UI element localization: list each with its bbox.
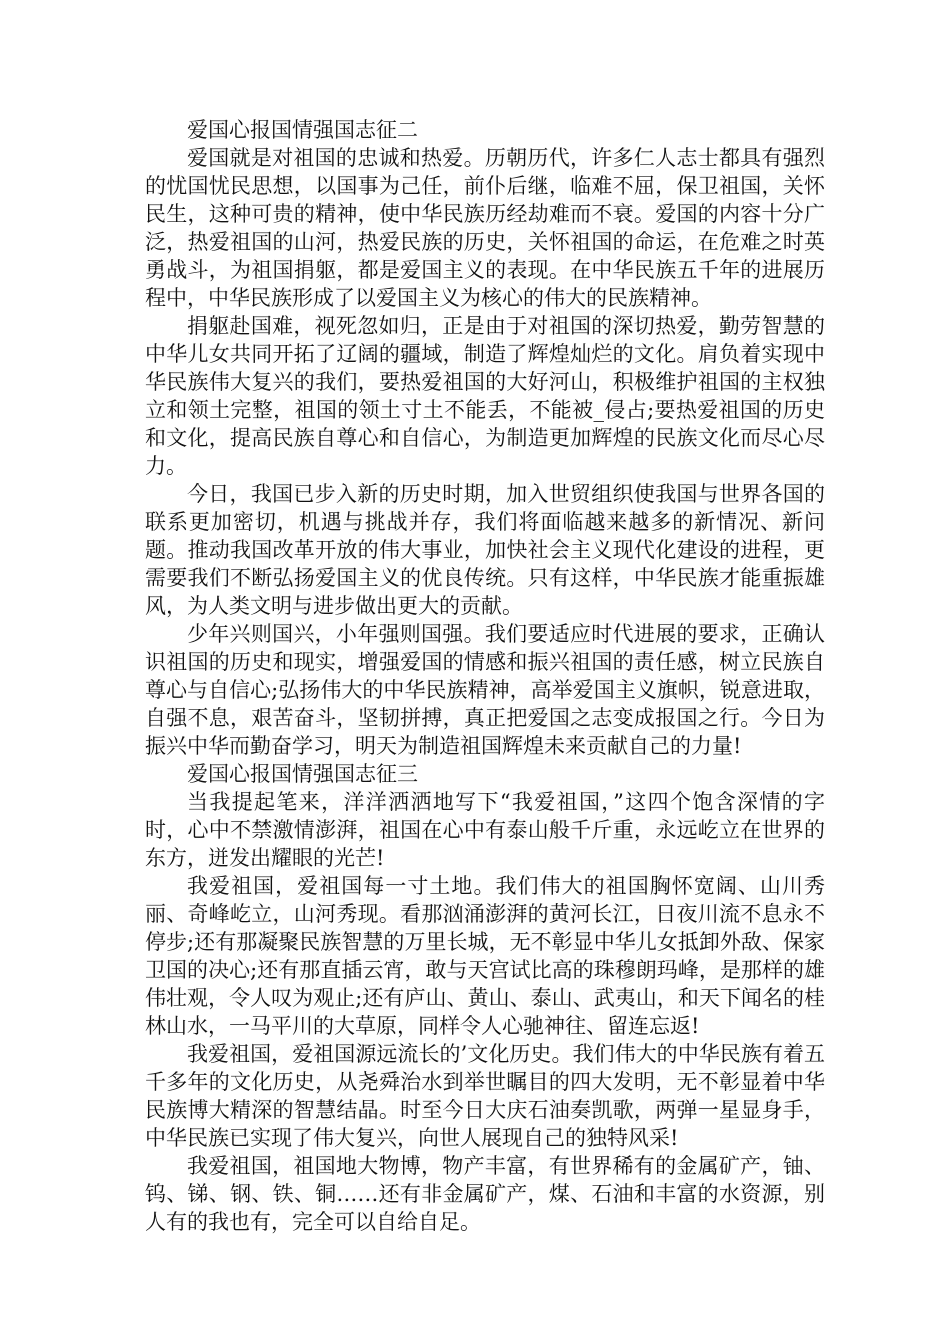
document-page bbox=[145, 116, 825, 1236]
body-paragraph: 我爱祖国，爱祖国源远流长的’文化历史。我们伟大的中华民族有着五千多年的文化历史，从尧舜治水到举世瞩目的四大发明，无不彰显着中华民族博大精深的智慧结晶。时至今日大庆石油奏凯歌，两弹一星显身手，中华民族已实现了伟大复兴，向世人展现自己的独特风采! bbox=[145, 1042, 825, 1150]
body-paragraph: 我爱祖国，爱祖国每一寸土地。我们伟大的祖国胸怀宽阔、山川秀丽、奇峰屹立，山河秀现。看那汹涌澎湃的黄河长江，日夜川流不息永不停步;还有那凝聚民族智慧的万里长城，无不彰显中华儿女抵卸外敌、保家卫国的决心;还有那直插云宵，敢与天宫试比高的珠穆朗玛峰，是那样的雄伟壮观，令人叹为观止;还有庐山、黄山、泰山、武夷山，和天下闻名的桂林山水，一马平川的大草原，同样令人心驰神往、留连忘返! bbox=[145, 874, 825, 1038]
section-heading-2: 爱国心报国情强国志征二 bbox=[187, 118, 418, 142]
section-heading-3: 爱国心报国情强国志征三 bbox=[187, 762, 418, 786]
body-paragraph: 我爱祖国，祖国地大物博，物产丰富，有世界稀有的金属矿产，铀、钨、锑、钢、铁、铜……还有非金属矿产，煤、石油和丰富的水资源，别人有的我也有，完全可以自给自足。 bbox=[145, 1154, 825, 1234]
body-paragraph: 爱国就是对祖国的忠诚和热爱。历朝历代，许多仁人志士都具有强烈的忧国忧民思想，以国事为己任，前仆后继，临难不屈，保卫祖国，关怀民生，这种可贵的精神，使中华民族历经劫难而不衰。爱国的内容十分广泛，热爱祖国的山河，热爱民族的历史，关怀祖国的命运，在危难之时英勇战斗，为祖国捐躯，都是爱国主义的表现。在中华民族五千年的进展历程中，中华民族形成了以爱国主义为核心的伟大的民族精神。 bbox=[145, 146, 825, 310]
body-paragraph: 捐躯赴国难，视死忽如归，正是由于对祖国的深切热爱，勤劳智慧的中华儿女共同开拓了辽阔的疆域，制造了辉煌灿烂的文化。肩负着实现中华民族伟大复兴的我们，要热爱祖国的大好河山，积极维护祖国的主权独立和领土完整，祖国的领土寸土不能丢，不能被_侵占;要热爱祖国的历史和文化，提高民族自尊心和自信心，为制造更加辉煌的民族文化而尽心尽力。 bbox=[145, 314, 825, 478]
body-paragraph: 少年兴则国兴，小年强则国强。我们要适应时代进展的要求，正确认识祖国的历史和现实，增强爱国的情感和振兴祖国的责任感，树立民族自尊心与自信心;弘扬伟大的中华民族精神，高举爱国主义旗帜，锐意进取，自强不息，艰苦奋斗，坚韧拼搏，真正把爱国之志变成报国之行。今日为振兴中华而勤奋学习，明天为制造祖国辉煌未来贡献自己的力量! bbox=[145, 622, 825, 758]
body-paragraph: 今日，我国已步入新的历史时期，加入世贸组织使我国与世界各国的联系更加密切，机遇与挑战并存，我们将面临越来越多的新情况、新问题。推动我国改革开放的伟大事业，加快社会主义现代化建设的进程，更需要我们不断弘扬爱国主义的优良传统。只有这样，中华民族才能重振雄风，为人类文明与进步做出更大的贡献。 bbox=[145, 482, 825, 618]
body-paragraph: 当我提起笔来，洋洋洒洒地写下“我爱祖国，”这四个饱含深情的字时，心中不禁激情澎湃，祖国在心中有泰山般千斤重，永远屹立在世界的东方，迸发出耀眼的光芒! bbox=[145, 790, 825, 870]
